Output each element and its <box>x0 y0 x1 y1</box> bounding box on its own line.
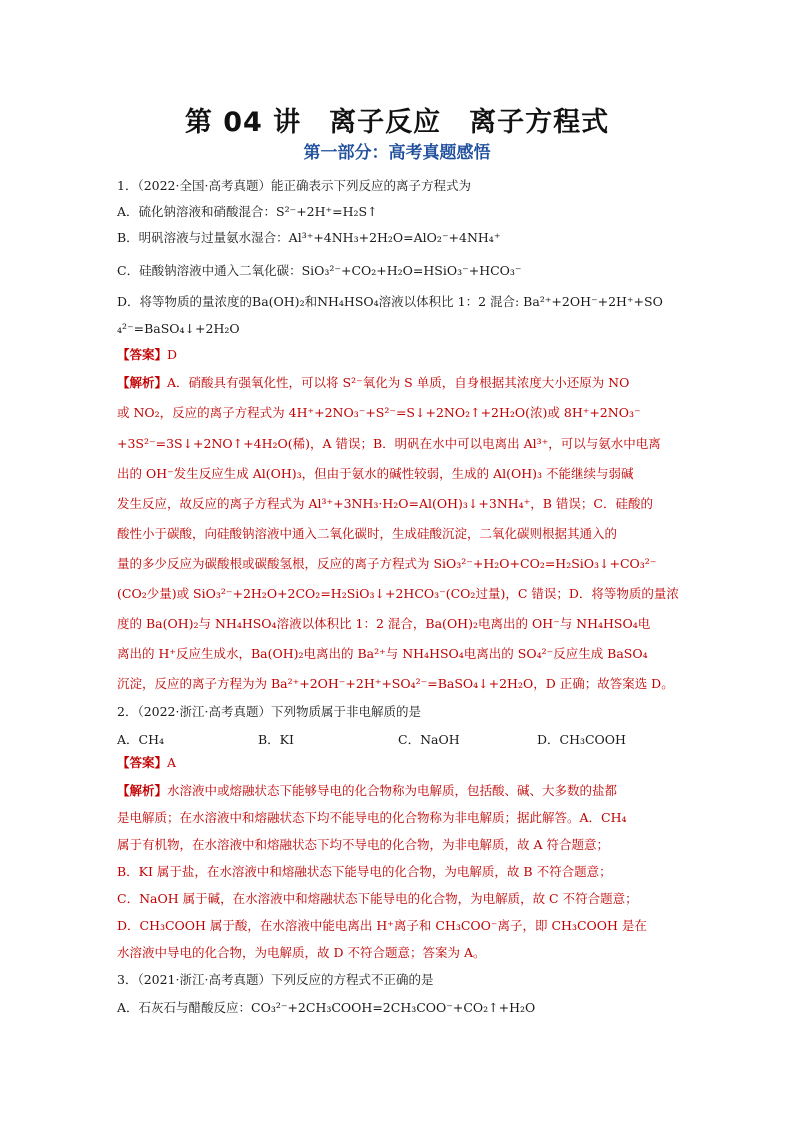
answer-label: 【答案】 <box>117 755 168 770</box>
question-2-stem: 2．（2022·浙江·高考真题）下列物质属于非电解质的是 <box>117 704 421 719</box>
question-2-option-a: A．CH₄ <box>117 732 165 747</box>
analysis-line: B．KI 属于盐，在水溶液中和熔融状态下能导电的化合物，为电解质，故 B 不符合题意； <box>117 864 612 879</box>
question-3-stem: 3．（2021·浙江·高考真题）下列反应的方程式不正确的是 <box>117 972 434 987</box>
analysis-line: (CO₂少量)或 SiO₃²⁻+2H₂O+2CO₂=H₂SiO₃↓+2HCO₃⁻(CO₂过量)，C 错误；D．将等物质的量浓 <box>117 586 679 601</box>
question-1-option-d-line1: D．将等物质的量浓度的Ba(OH)₂和NH₄HSO₄溶液以体积比 1：2 混合: Ba²⁺+2OH⁻+2H⁺+SO <box>117 294 663 309</box>
analysis-line: 出的 OH⁻发生反应生成 Al(OH)₃，但由于氨水的碱性较弱，生成的 Al(OH)₃ 不能继续与弱碱 <box>117 466 634 481</box>
analysis-line: 【解析】A．硝酸具有强氧化性，可以将 S²⁻氧化为 S 单质，自身根据其浓度大小还原为 NO <box>117 375 630 390</box>
analysis-line: C．NaOH 属于碱，在水溶液中和熔融状态下能导电的化合物，为电解质，故 C 不符合题意； <box>117 891 638 906</box>
analysis-line: +3S²⁻=3S↓+2NO↑+4H₂O(稀)，A 错误；B．明矾在水中可以电离出 Al³⁺，可以与氨水中电离 <box>117 436 661 451</box>
answer-value: A <box>167 755 177 770</box>
analysis-line: 离出的 H⁺反应生成水，Ba(OH)₂电离出的 Ba²⁺与 NH₄HSO₄电离出的 SO₄²⁻反应生成 BaSO₄ <box>117 646 648 661</box>
analysis-line: 量的多少反应为碳酸根或碳酸氢根，反应的离子方程式为 SiO₃²⁻+H₂O+CO₂=H₂SiO₃↓+CO₃²⁻ <box>117 556 657 571</box>
question-1-option-b: B．明矾溶液与过量氨水湿合：Al³⁺+4NH₃+2H₂O=AlO₂⁻+4NH₄⁺ <box>117 230 501 245</box>
question-1-answer <box>117 347 177 363</box>
analysis-line: 水溶液中导电的化合物，为电解质，故 D 不符合题意；答案为 A。 <box>117 945 486 960</box>
question-2-option-c: C．NaOH <box>398 732 460 747</box>
analysis-line: 【解析】水溶液中或熔融状态下能够导电的化合物称为电解质，包括酸、碱、大多数的盐都 <box>117 783 618 798</box>
analysis-line: 酸性小于碳酸，向硅酸钠溶液中通入二氧化碳时，生成硅酸沉淀，二氧化碳则根据其通入的 <box>117 526 618 541</box>
analysis-line: 属于有机物，在水溶液中和熔融状态下均不导电的化合物，为非电解质，故 A 符合题意； <box>117 837 609 852</box>
question-1-option-d-line2: ₄²⁻=BaSO₄↓+2H₂O <box>117 321 240 336</box>
question-2-answer <box>117 755 176 771</box>
analysis-line: 发生反应，故反应的离子方程式为 Al³⁺+3NH₃·H₂O=Al(OH)₃↓+3NH₄⁺，B 错误；C．硅酸的 <box>117 496 653 511</box>
section-subtitle: 第一部分：高考真题感悟 <box>303 143 491 163</box>
answer-label: 【答案】 <box>117 347 168 362</box>
page-title: 第 04 讲 离子反应 离子方程式 <box>184 107 610 138</box>
analysis-line: 是电解质；在水溶液中和熔融状态下均不能导电的化合物称为非电解质；据此解答。A．CH₄ <box>117 810 627 825</box>
answer-value: D <box>167 347 178 362</box>
analysis-label: 【解析】 <box>117 375 168 390</box>
analysis-line: 度的 Ba(OH)₂与 NH₄HSO₄溶液以体积比 1：2 混合，Ba(OH)₂电离出的 OH⁻与 NH₄HSO₄电 <box>117 616 651 631</box>
question-1-stem: 1．（2022·全国·高考真题）能正确表示下列反应的离子方程式为 <box>117 178 471 193</box>
question-1-option-a: A．硫化钠溶液和硝酸混合：S²⁻+2H⁺=H₂S↑ <box>117 204 378 219</box>
analysis-line: 沉淀，反应的离子方程为为 Ba²⁺+2OH⁻+2H⁺+SO₄²⁻=BaSO₄↓+2H₂O，D 正确；故答案选 D。 <box>117 676 674 691</box>
question-1-option-c: C．硅酸钠溶液中通入二氧化碳：SiO₃²⁻+CO₂+H₂O=HSiO₃⁻+HCO₃⁻ <box>117 263 522 278</box>
analysis-label: 【解析】 <box>117 783 168 798</box>
question-2-option-b: B．KI <box>258 732 294 747</box>
question-3-option-a: A．石灰石与醋酸反应：CO₃²⁻+2CH₃COOH=2CH₃COO⁻+CO₂↑+H₂O <box>117 1000 536 1015</box>
analysis-line: 或 NO₂，反应的离子方程式为 4H⁺+2NO₃⁻+S²⁻=S↓+2NO₂↑+2H₂O(浓)或 8H⁺+2NO₃⁻ <box>117 405 641 420</box>
question-2-option-d: D．CH₃COOH <box>537 732 626 747</box>
analysis-line: D．CH₃COOH 属于酸，在水溶液中能电离出 H⁺离子和 CH₃COO⁻离子，即 CH₃COOH 是在 <box>117 918 647 933</box>
